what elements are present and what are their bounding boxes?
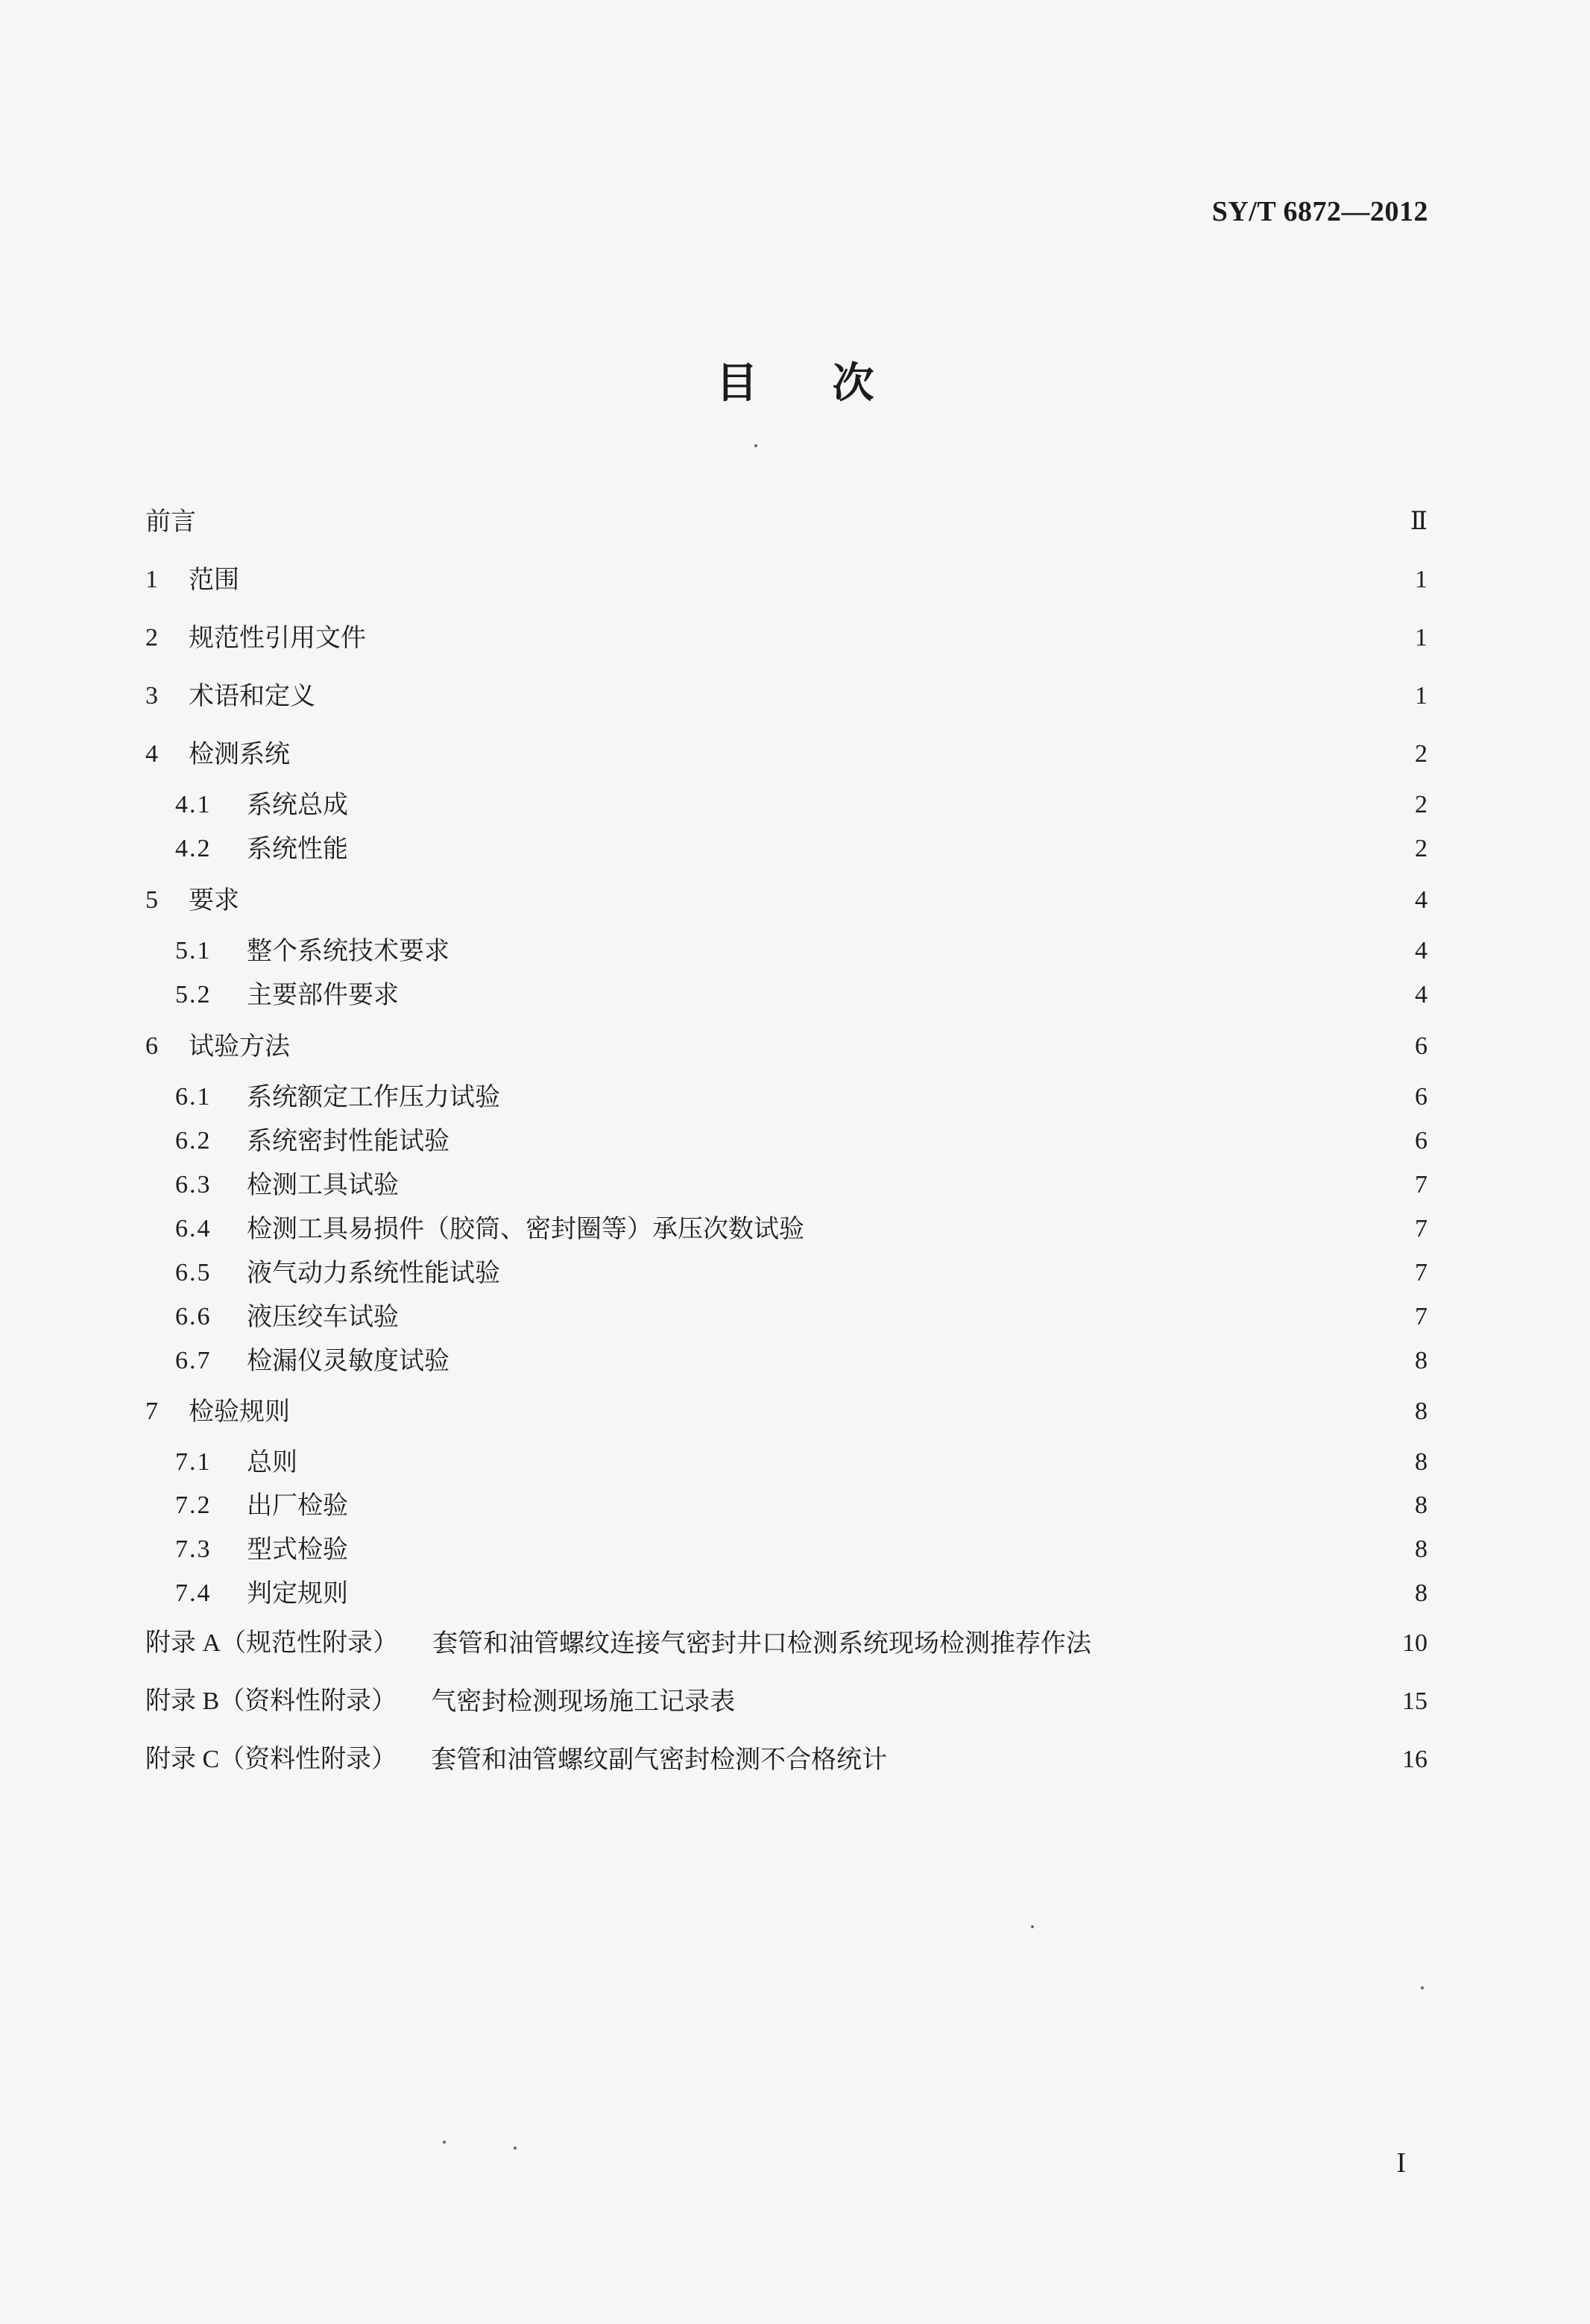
toc-entry-6-3[interactable] bbox=[175, 1166, 1427, 1204]
toc-entry-label: 系统性能 bbox=[247, 834, 348, 864]
toc-leader-dots bbox=[511, 1257, 1396, 1294]
toc-entry-label: 液气动力系统性能试验 bbox=[247, 1258, 500, 1288]
toc-leader-dots bbox=[376, 622, 1396, 659]
toc-entry-appendix-c[interactable] bbox=[145, 1741, 1427, 1778]
toc-entry-6-5[interactable] bbox=[175, 1254, 1427, 1292]
toc-leader-dots bbox=[206, 505, 1396, 543]
toc-entry-number: 5.2 bbox=[175, 981, 212, 1008]
toc-entry-label: 要求 bbox=[189, 885, 239, 915]
toc-entry-6-7[interactable] bbox=[175, 1342, 1427, 1380]
toc-entry-page: 8 bbox=[1415, 1398, 1427, 1425]
toc-entry-number: 6.5 bbox=[175, 1259, 212, 1286]
toc-leader-dots bbox=[359, 789, 1396, 826]
toc-entry-number: 6 bbox=[145, 1032, 158, 1060]
toc-entry-label: 检测系统 bbox=[189, 739, 290, 769]
toc-entry-3[interactable] bbox=[145, 678, 1427, 715]
toc-entry-number: 附录 C（资料性附录） bbox=[145, 1746, 397, 1773]
toc-entry-number: 1 bbox=[145, 566, 158, 593]
toc-entry-page: 4 bbox=[1415, 886, 1427, 914]
toc-entry-label: 套管和油管螺纹连接气密封井口检测系统现场检测推荐作法 bbox=[432, 1629, 1092, 1658]
toc-entry-label: 系统密封性能试验 bbox=[247, 1126, 449, 1156]
scan-speck bbox=[443, 2141, 446, 2144]
toc-leader-dots bbox=[511, 1081, 1396, 1118]
toc-entry-label: 术语和定义 bbox=[189, 681, 315, 711]
toc-leader-dots bbox=[409, 979, 1396, 1016]
scan-speck bbox=[1031, 1925, 1034, 1928]
toc-entry-label: 套管和油管螺纹副气密封检测不合格统计 bbox=[431, 1745, 888, 1775]
toc-entry-page: 4 bbox=[1415, 981, 1427, 1008]
toc-entry-6-6[interactable] bbox=[175, 1298, 1427, 1336]
toc-entry-page: 2 bbox=[1415, 791, 1427, 818]
toc-entry-6[interactable] bbox=[145, 1028, 1427, 1065]
toc-entry-label: 出厂检验 bbox=[247, 1491, 348, 1521]
title-char-2: 次 bbox=[832, 359, 874, 408]
toc-leader-dots bbox=[250, 563, 1396, 601]
toc-entry-5-1[interactable] bbox=[175, 932, 1427, 970]
toc-entry-number: 4.1 bbox=[175, 791, 212, 818]
toc-entry-number: 2 bbox=[145, 624, 158, 651]
toc-leader-dots bbox=[300, 738, 1396, 775]
toc-entry-appendix-a[interactable] bbox=[145, 1625, 1427, 1662]
toc-entry-number: 6.3 bbox=[175, 1171, 212, 1199]
toc-entry-7-1[interactable] bbox=[175, 1444, 1427, 1481]
toc-leader-dots bbox=[300, 1395, 1396, 1433]
toc-leader-dots bbox=[1102, 1627, 1392, 1664]
toc-leader-dots bbox=[409, 1169, 1396, 1206]
toc-entry-number: 7.1 bbox=[175, 1448, 212, 1476]
toc-entry-number: 6.1 bbox=[175, 1083, 212, 1111]
toc-entry-number: 6.2 bbox=[175, 1127, 212, 1155]
toc-entry-label: 范围 bbox=[189, 565, 239, 595]
toc-entry-label: 前言 bbox=[145, 507, 196, 537]
toc-leader-dots bbox=[745, 1685, 1392, 1723]
toc-entry-5[interactable] bbox=[145, 882, 1427, 919]
toc-entry-page: 8 bbox=[1415, 1579, 1427, 1607]
table-of-contents bbox=[145, 0, 1427, 2324]
toc-entry-number: 6.4 bbox=[175, 1215, 212, 1242]
toc-entry-6-2[interactable] bbox=[175, 1122, 1427, 1160]
toc-entry-number: 7 bbox=[145, 1398, 158, 1425]
toc-entry-page: 6 bbox=[1415, 1127, 1427, 1155]
toc-entry-7[interactable] bbox=[145, 1393, 1427, 1430]
toc-entry-label: 判定规则 bbox=[247, 1579, 348, 1608]
toc-entry-2[interactable] bbox=[145, 619, 1427, 657]
toc-entry-page: 1 bbox=[1415, 624, 1427, 651]
toc-entry-page: 15 bbox=[1402, 1687, 1427, 1715]
page-number: I bbox=[1396, 2147, 1406, 2179]
toc-entry-6-1[interactable] bbox=[175, 1079, 1427, 1116]
toc-entry-page: Ⅱ bbox=[1410, 508, 1427, 535]
toc-entry-page: 16 bbox=[1402, 1746, 1427, 1773]
toc-entry-page: 6 bbox=[1415, 1083, 1427, 1111]
toc-leader-dots bbox=[300, 1030, 1396, 1067]
toc-entry-label: 系统总成 bbox=[247, 790, 348, 820]
toc-entry-4[interactable] bbox=[145, 736, 1427, 773]
toc-leader-dots bbox=[250, 884, 1396, 921]
toc-entry-page: 8 bbox=[1415, 1347, 1427, 1374]
toc-entry-page: 2 bbox=[1415, 835, 1427, 862]
toc-entry-page: 6 bbox=[1415, 1032, 1427, 1060]
toc-leader-dots bbox=[359, 1577, 1396, 1614]
toc-entry-label: 整个系统技术要求 bbox=[247, 936, 449, 966]
toc-entry-page: 10 bbox=[1402, 1629, 1427, 1657]
toc-leader-dots bbox=[359, 1533, 1396, 1570]
scan-speck bbox=[754, 444, 757, 447]
scan-speck bbox=[514, 2147, 517, 2150]
toc-entry-page: 2 bbox=[1415, 740, 1427, 768]
toc-entry-number: 5 bbox=[145, 886, 158, 914]
toc-entry-foreword[interactable] bbox=[145, 503, 1427, 540]
toc-entry-label: 液压绞车试验 bbox=[247, 1302, 399, 1332]
toc-entry-number: 3 bbox=[145, 682, 158, 710]
toc-entry-number: 6.6 bbox=[175, 1303, 212, 1330]
toc-entry-number: 5.1 bbox=[175, 937, 212, 964]
toc-entry-label: 气密封检测现场施工记录表 bbox=[431, 1687, 736, 1717]
toc-leader-dots bbox=[308, 1446, 1396, 1483]
toc-entry-page: 7 bbox=[1415, 1303, 1427, 1330]
toc-leader-dots bbox=[409, 1301, 1396, 1338]
toc-leader-dots bbox=[460, 1125, 1396, 1162]
toc-entry-number: 4.2 bbox=[175, 835, 212, 862]
toc-entry-number: 附录 A（规范性附录） bbox=[145, 1629, 399, 1657]
toc-entry-number: 7.3 bbox=[175, 1535, 212, 1563]
toc-entry-page: 7 bbox=[1415, 1215, 1427, 1242]
toc-entry-page: 8 bbox=[1415, 1448, 1427, 1476]
toc-leader-dots bbox=[897, 1743, 1392, 1781]
toc-entry-number: 6.7 bbox=[175, 1347, 212, 1374]
toc-entry-number: 7.4 bbox=[175, 1579, 212, 1607]
toc-entry-4-1[interactable] bbox=[175, 786, 1427, 824]
toc-entry-page: 8 bbox=[1415, 1535, 1427, 1563]
toc-leader-dots bbox=[460, 935, 1396, 972]
toc-entry-appendix-b[interactable] bbox=[145, 1683, 1427, 1720]
toc-entry-number: 7.2 bbox=[175, 1491, 212, 1519]
toc-entry-number: 附录 B（资料性附录） bbox=[145, 1687, 397, 1715]
toc-leader-dots bbox=[326, 680, 1396, 717]
toc-entry-page: 1 bbox=[1415, 566, 1427, 593]
toc-entry-page: 7 bbox=[1415, 1259, 1427, 1286]
toc-entry-6-4[interactable] bbox=[175, 1210, 1427, 1248]
standard-code: SY/T 6872—2012 bbox=[1211, 196, 1428, 227]
toc-entry-7-3[interactable] bbox=[175, 1531, 1427, 1568]
toc-leader-dots bbox=[460, 1345, 1396, 1382]
toc-entry-1[interactable] bbox=[145, 561, 1427, 599]
toc-entry-page: 4 bbox=[1415, 937, 1427, 964]
toc-entry-label: 型式检验 bbox=[247, 1535, 348, 1564]
toc-entry-page: 1 bbox=[1415, 682, 1427, 710]
title-char-1: 目 bbox=[716, 359, 758, 408]
toc-entry-label: 试验方法 bbox=[189, 1032, 290, 1061]
toc-entry-page: 8 bbox=[1415, 1491, 1427, 1519]
toc-entry-label: 检漏仪灵敏度试验 bbox=[247, 1346, 449, 1376]
toc-entry-4-2[interactable] bbox=[175, 830, 1427, 868]
toc-entry-5-2[interactable] bbox=[175, 976, 1427, 1014]
toc-entry-number: 4 bbox=[145, 740, 158, 768]
toc-entry-label: 系统额定工作压力试验 bbox=[247, 1082, 500, 1112]
toc-leader-dots bbox=[359, 833, 1396, 870]
toc-entry-label: 检验规则 bbox=[189, 1397, 290, 1427]
toc-entry-7-4[interactable] bbox=[175, 1575, 1427, 1612]
scan-speck bbox=[1421, 1986, 1424, 1989]
toc-entry-label: 检测工具试验 bbox=[247, 1170, 399, 1200]
toc-entry-7-2[interactable] bbox=[175, 1487, 1427, 1524]
toc-entry-label: 总则 bbox=[247, 1447, 297, 1477]
toc-entry-label: 检测工具易损件（胶筒、密封圈等）承压次数试验 bbox=[247, 1214, 804, 1244]
toc-leader-dots bbox=[359, 1489, 1396, 1526]
toc-entry-page: 7 bbox=[1415, 1171, 1427, 1199]
toc-entry-label: 主要部件要求 bbox=[247, 980, 399, 1010]
toc-entry-label: 规范性引用文件 bbox=[189, 623, 366, 653]
toc-leader-dots bbox=[815, 1213, 1396, 1250]
